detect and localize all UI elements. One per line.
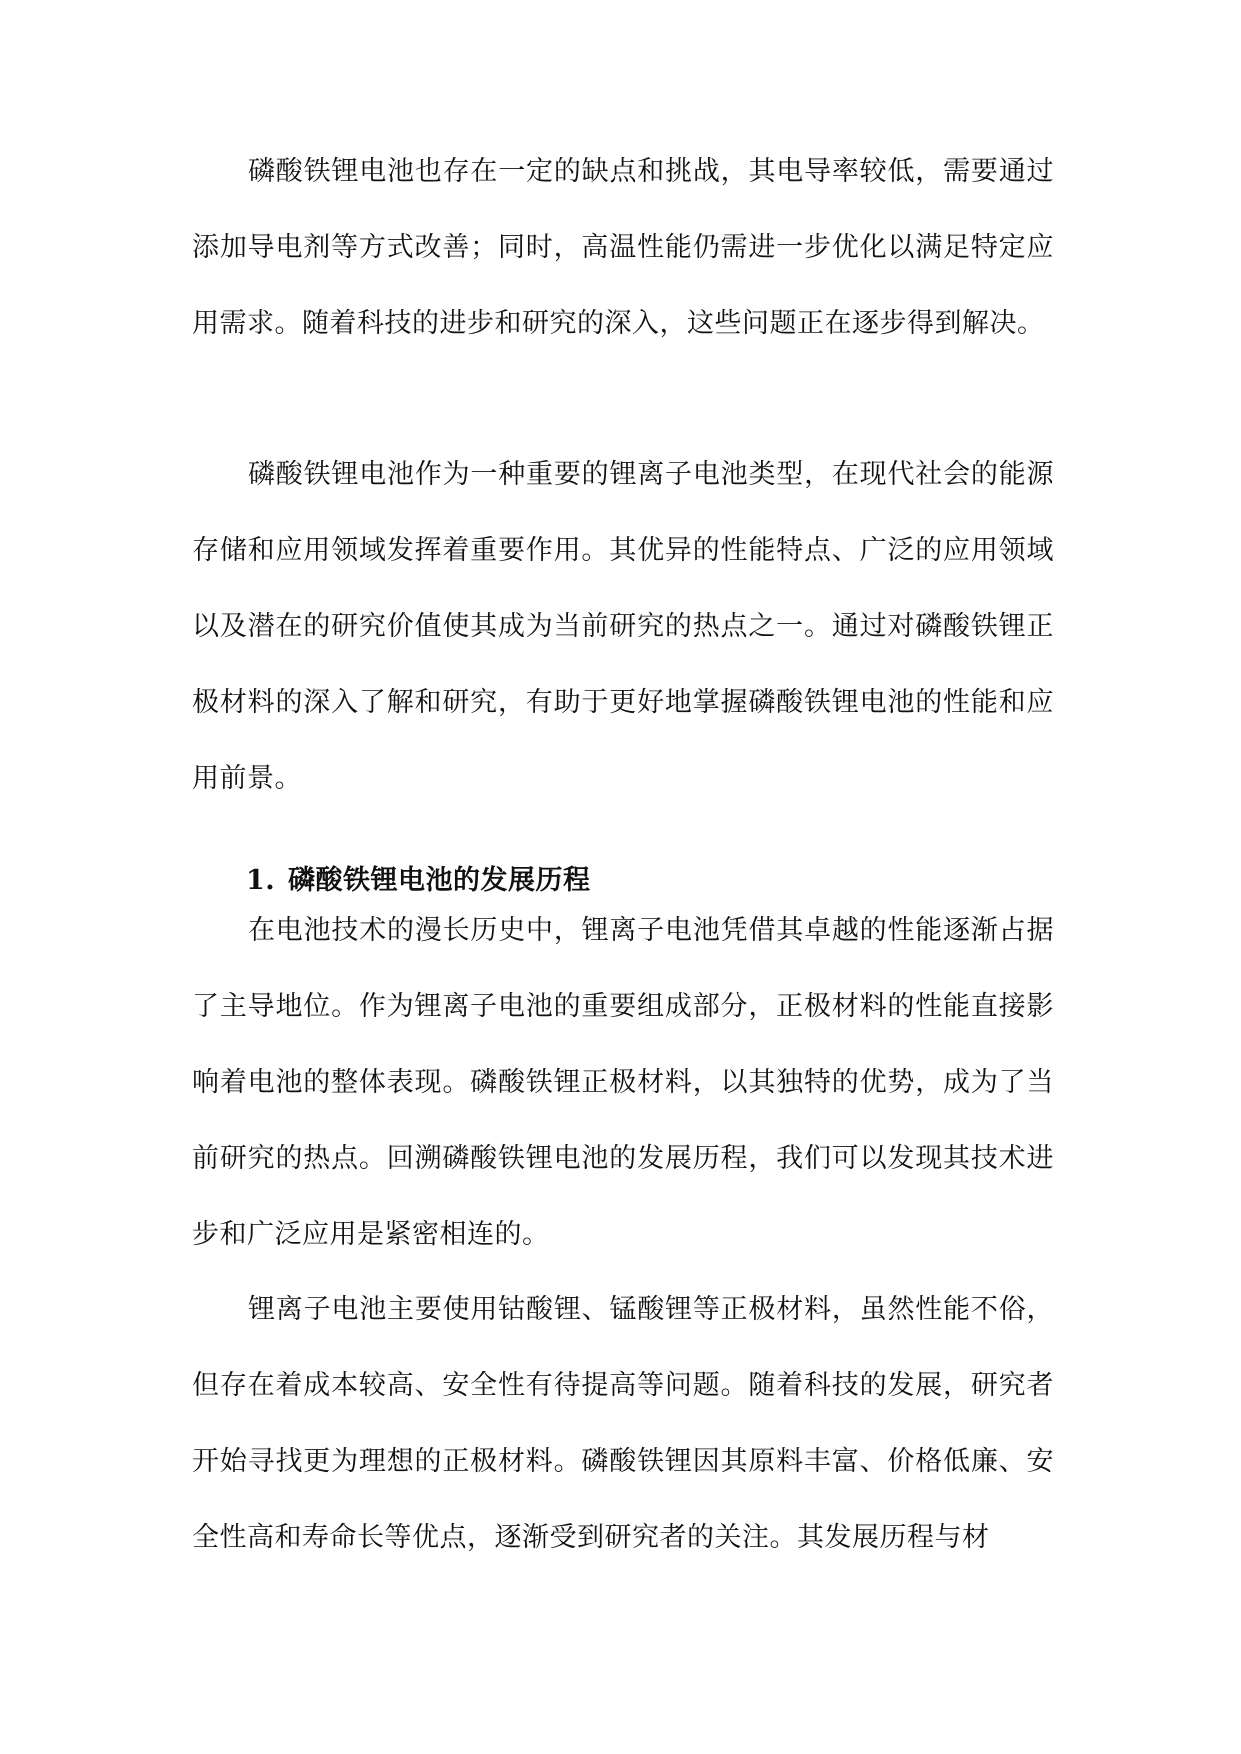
section-number: 1. bbox=[246, 865, 276, 896]
paragraph-drawbacks: 磷酸铁锂电池也存在一定的缺点和挑战，其电导率较低，需要通过添加导电剂等方式改善；同时，高温性能仍需进一步优化以满足特定应用需求。随着科技的进步和研究的深入，这些问题正在逐步得到解决。 bbox=[192, 156, 1054, 339]
paragraph-materials: 锂离子电池主要使用钴酸锂、锰酸锂等正极材料，虽然性能不俗，但存在着成本较高、安全性有待提高等问题。随着科技的发展，研究者开始寻找更为理想的正极材料。磷酸铁锂因其原料丰富、价格低廉、安全性高和寿命长等优点，逐渐受到研究者的关注。其发展历程与材 bbox=[192, 1294, 1054, 1553]
paragraph-history: 在电池技术的漫长历史中，锂离子电池凭借其卓越的性能逐渐占据了主导地位。作为锂离子电池的重要组成部分，正极材料的性能直接影响着电池的整体表现。磷酸铁锂正极材料，以其独特的优势，成为了当前研究的热点。回溯磷酸铁锂电池的发展历程，我们可以发现其技术进步和广泛应用是紧密相连的。 bbox=[192, 915, 1054, 1250]
paragraph-importance: 磷酸铁锂电池作为一种重要的锂离子电池类型，在现代社会的能源存储和应用领域发挥着重要作用。其优异的性能特点、广泛的应用领域以及潜在的研究价值使其成为当前研究的热点之一。通过对磷酸铁锂正极材料的深入了解和研究，有助于更好地掌握磷酸铁锂电池的性能和应用前景。 bbox=[192, 459, 1054, 794]
section-title: 磷酸铁锂电池的发展历程 bbox=[288, 865, 591, 896]
